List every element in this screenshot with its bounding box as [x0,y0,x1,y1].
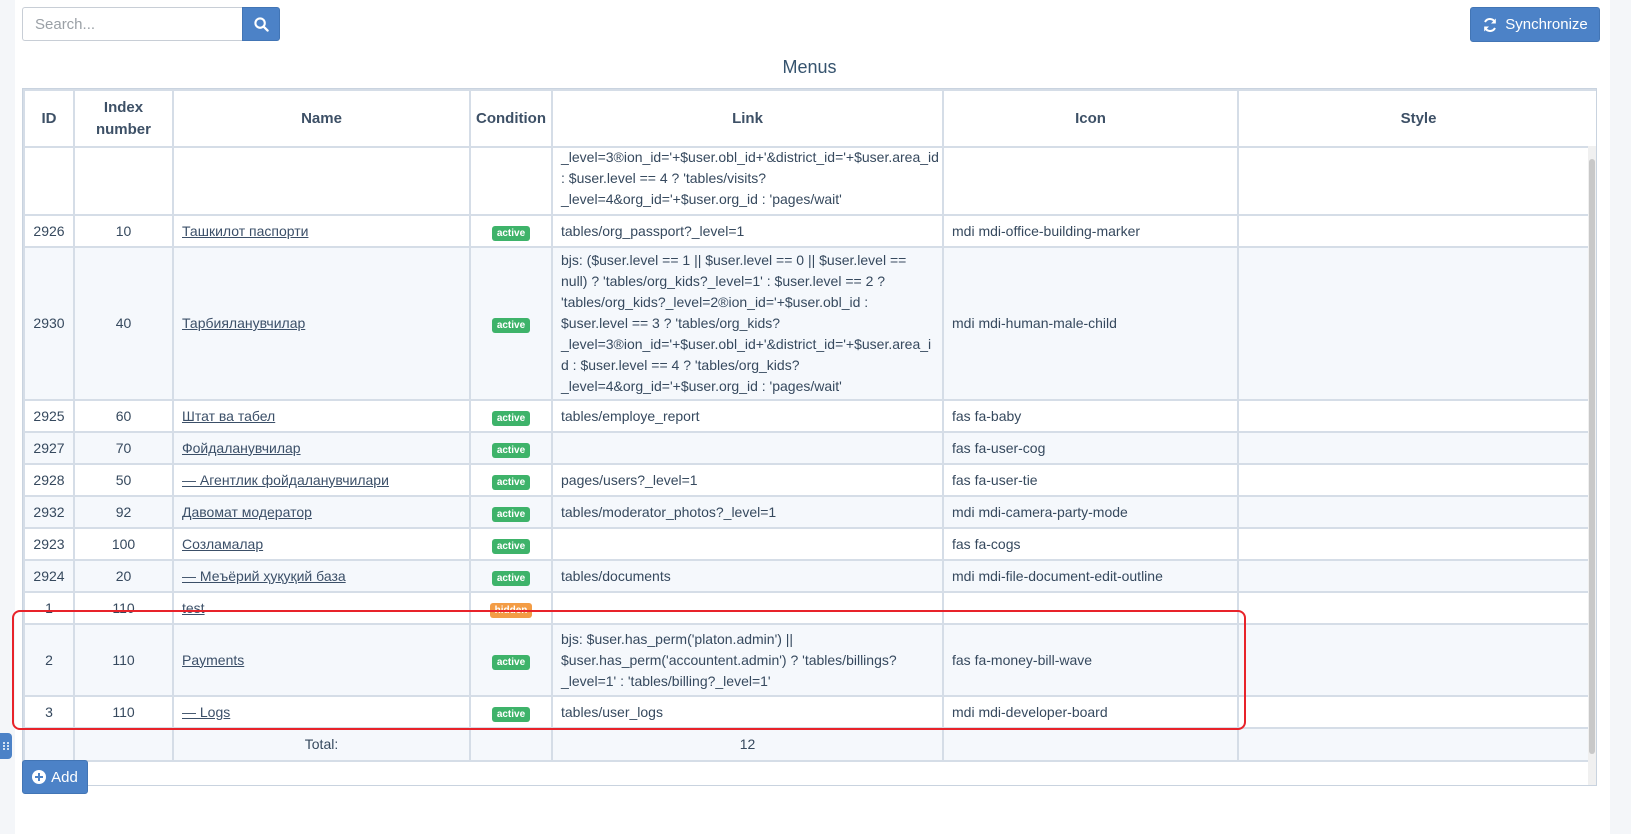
cell-name [173,624,470,696]
table-row[interactable] [24,592,1597,624]
cell-icon: mdi mdi-office-building-marker [943,215,1238,247]
cell-index: 20 [74,560,173,592]
menu-name-link[interactable]: Давомат модератор [182,503,312,520]
status-badge: active [492,507,530,522]
table-row[interactable] [24,432,1597,464]
cell-condition [470,215,552,247]
cell-link: tables/user_logs [552,696,943,728]
cell-name [173,528,470,560]
cell-index: 50 [74,464,173,496]
cell-id: 2923 [24,528,74,560]
cell-style [1238,464,1597,496]
cell-condition [470,247,552,400]
cell-style [1238,247,1597,400]
cell-condition [470,400,552,432]
cell-index: 60 [74,400,173,432]
search-bar [22,7,280,41]
menu-name-link[interactable]: Штат ва табел [182,407,276,424]
table-row[interactable] [24,696,1597,728]
column-header-index-label: Index number [95,98,151,138]
cell-link: bjs: ($user.level == 1 || $user.level == 0 || $user.level == null) ? 'tables/org_kids?_level=1' : $user.level == 2 ? 'tables/org_kids?_level=2®ion_id='+$user.obl_id : $user.level == 3 ? 'tables/org_kids?_level=3®ion_id='+$user.obl_id+'&district_id='+$user.area_id : $user.level == 4 ? 'tables/org_kids?_level=4&org_id='+$user.org_id : 'pages/wait' [552,247,943,400]
menu-name-link[interactable]: test [182,599,205,616]
table-row[interactable] [24,496,1597,528]
cell-id: 1 [24,592,74,624]
cell-name [173,400,470,432]
cell-link: pages/users?_level=1 [552,464,943,496]
menu-name-link[interactable]: — Logs [182,703,231,720]
column-header-icon[interactable]: Icon [943,90,1238,147]
status-badge: active [492,411,530,426]
cell-icon: mdi mdi-human-male-child [943,247,1238,400]
status-badge: active [492,443,530,458]
status-badge: active [492,571,530,586]
cell-style [1238,624,1597,696]
column-header-id[interactable]: ID [24,90,74,147]
table-row[interactable] [24,528,1597,560]
cell-condition [470,528,552,560]
cell-style [1238,592,1597,624]
table-header [23,89,1597,148]
menu-name-link[interactable]: Payments [182,651,245,668]
column-header-style[interactable]: Style [1238,90,1597,147]
cell-style [1238,696,1597,728]
cell-condition [470,464,552,496]
status-badge: active [492,318,530,333]
cell-condition [470,592,552,624]
cell-name [173,592,470,624]
table-row[interactable] [24,560,1597,592]
cell-name [173,432,470,464]
menu-name-link[interactable]: Ташкилот паспорти [182,222,309,239]
table-row[interactable] [24,464,1597,496]
cell-style [1238,560,1597,592]
sync-icon [1482,17,1498,33]
drag-handle-icon [2,741,10,751]
cell-icon: fas fa-user-tie [943,464,1238,496]
plus-circle-icon [32,770,46,784]
menu-name-link[interactable]: Тарбияланувчилар [182,315,306,331]
cell-id: 2930 [24,247,74,400]
menu-name-link[interactable]: — Меъёрий ҳуқуқий база [182,567,346,584]
menu-name-link[interactable]: Созламалар [182,535,264,552]
cell-condition [470,696,552,728]
cell-icon: fas fa-money-bill-wave [943,624,1238,696]
column-header-index-number[interactable] [74,90,173,147]
cell-name [173,247,470,400]
cell-style [1238,496,1597,528]
cell-style [1238,215,1597,247]
total-row [24,728,1597,761]
cell-style [1238,528,1597,560]
search-button[interactable] [242,7,280,41]
add-label: Add [51,768,78,786]
cell-icon: mdi mdi-file-document-edit-outline [943,560,1238,592]
cell-id: 2924 [24,560,74,592]
status-badge: active [492,707,530,722]
total-label: Total: [173,728,470,761]
cell-name [173,215,470,247]
cell-condition [470,432,552,464]
column-header-name[interactable]: Name [173,90,470,147]
cell-icon: fas fa-cogs [943,528,1238,560]
synchronize-button[interactable] [1470,7,1600,42]
status-badge: active [492,655,530,670]
column-header-link[interactable]: Link [552,90,943,147]
cell-index: 70 [74,432,173,464]
cell-icon: fas fa-baby [943,400,1238,432]
cell-id: 3 [24,696,74,728]
cell-link: tables/documents [552,560,943,592]
status-badge: hidden [490,603,533,618]
cell-index: 10 [74,215,173,247]
cell-icon: fas fa-user-cog [943,432,1238,464]
cell-link: bjs: $user.has_perm('platon.admin') || $user.has_perm('accountent.admin') ? 'tables/billings?_level=1' : 'tables/billing?_level=1' [552,624,943,696]
cell-name [173,464,470,496]
table-row[interactable] [24,400,1597,432]
cell-index: 40 [74,247,173,400]
cell-icon: mdi mdi-camera-party-mode [943,496,1238,528]
search-input[interactable] [22,7,242,41]
status-badge: active [492,475,530,490]
total-value: 12 [552,728,943,761]
cell-link [552,528,943,560]
scrollbar-thumb[interactable] [1589,159,1595,754]
cell-condition [470,496,552,528]
cell-id: 2927 [24,432,74,464]
cell-id: 2 [24,624,74,696]
cell-id: 2928 [24,464,74,496]
cell-link: tables/org_passport?_level=1 [552,215,943,247]
table-row[interactable] [24,215,1597,247]
cell-condition [470,560,552,592]
cell-link: tables/moderator_photos?_level=1 [552,496,943,528]
cell-condition [470,624,552,696]
cell-link: _level=3®ion_id='+$user.obl_id+'&district_id='+$user.area_id : $user.level == 4 ? 'tables/visits?_level=4&org_id='+$user.org_id : 'pages/wait' [552,124,943,215]
cell-style [1238,432,1597,464]
cell-name [173,560,470,592]
cell-style [1238,400,1597,432]
page-title: Menus [782,57,837,77]
cell-link [552,592,943,624]
cell-id: 2925 [24,400,74,432]
cell-index: 110 [74,624,173,696]
cell-name [173,496,470,528]
cell-icon [943,592,1238,624]
cell-id: 2926 [24,215,74,247]
table-row[interactable] [24,624,1597,696]
menu-name-link[interactable]: — Агентлик фойдаланувчилари [182,471,389,488]
table-row[interactable] [24,247,1597,400]
cell-index: 92 [74,496,173,528]
synchronize-label: Synchronize [1505,16,1588,33]
table-body [23,123,1597,762]
cell-link: tables/employe_report [552,400,943,432]
menu-name-link[interactable]: Фойдаланувчилар [182,439,301,456]
cell-id: 2932 [24,496,74,528]
search-icon [254,17,269,32]
cell-index: 100 [74,528,173,560]
status-badge: active [492,226,530,241]
cell-index: 110 [74,592,173,624]
add-button[interactable] [22,760,88,794]
column-header-condition[interactable]: Condition [470,90,552,147]
status-badge: active [492,539,530,554]
cell-icon: mdi mdi-developer-board [943,696,1238,728]
cell-link [552,432,943,464]
menus-table [22,88,1597,786]
cell-index: 110 [74,696,173,728]
drag-handle[interactable] [0,733,12,759]
cell-name [173,696,470,728]
